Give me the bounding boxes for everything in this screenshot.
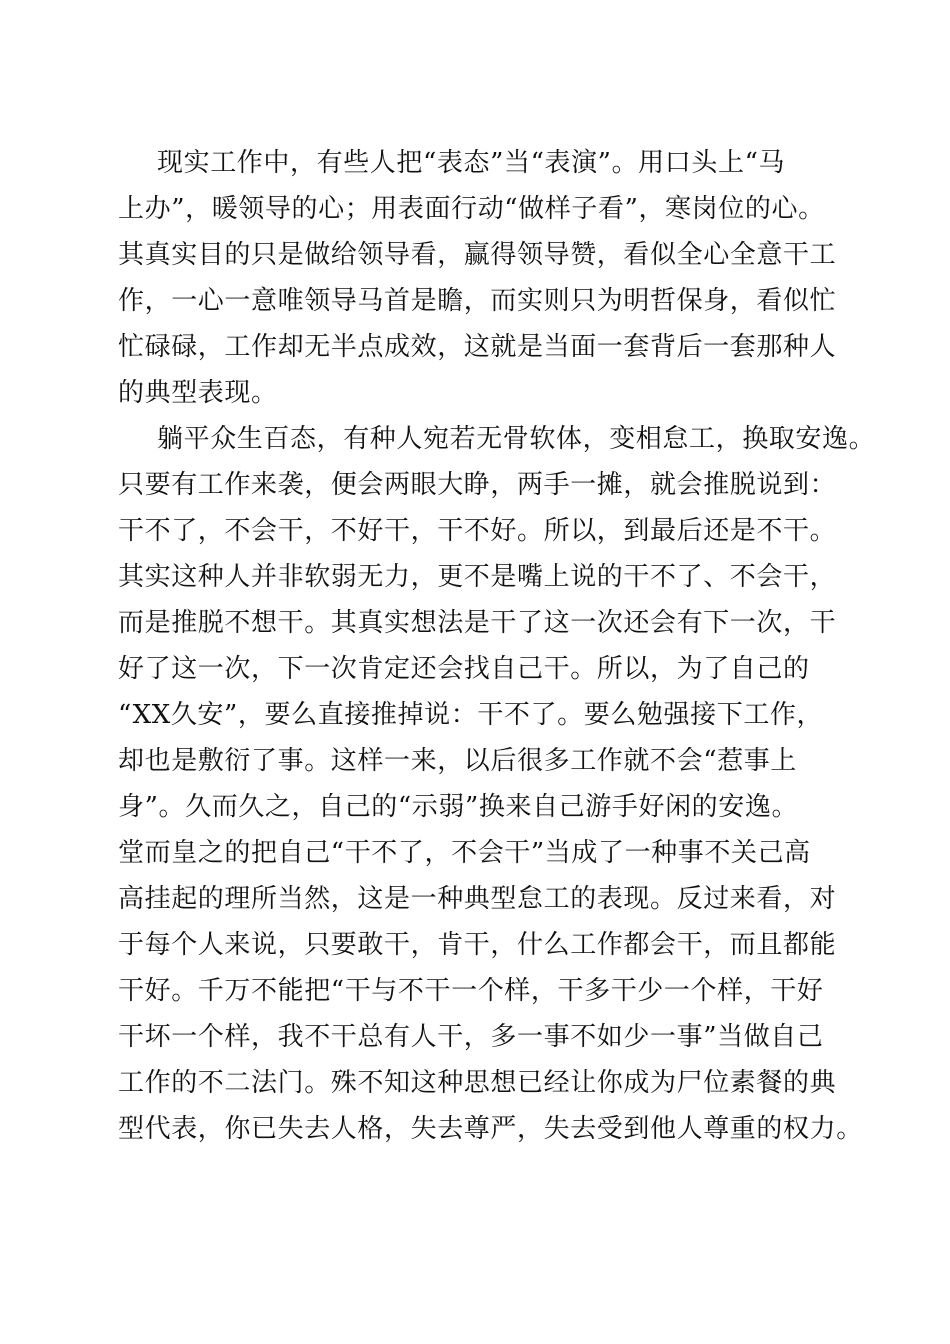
document-body	[118, 140, 876, 1152]
text-line: 干坏一个样，我不干总有人干，多一事不如少一事”当做自己	[118, 1022, 824, 1052]
text-line: 干不了，不会干，不好干，干不好。所以，到最后还是不干。	[118, 516, 837, 546]
text-line: 却也是敷衍了事。这样一来，以后很多工作就不会“惹事上	[118, 746, 797, 776]
text-line: 好了这一次，下一次肯定还会找自己干。所以，为了自己的	[118, 654, 810, 684]
text-line: 只要有工作来袭，便会两眼大睁，两手一摊，就会推脱说到：	[118, 470, 837, 500]
text-line: 其实这种人并非软弱无力，更不是嘴上说的干不了、不会干，	[118, 562, 837, 592]
text-line: 上办”，暖领导的心；用表面行动“做样子看”，寒岗位的心。	[118, 194, 825, 224]
text-line: 的典型表现。	[118, 378, 278, 408]
text-line: 其真实目的只是做给领导看，赢得领导赞，看似全心全意干工	[118, 240, 837, 270]
text-line: 而是推脱不想干。其真实想法是干了这一次还会有下一次，干	[118, 608, 837, 638]
text-line: 于每个人来说，只要敢干，肯干，什么工作都会干，而且都能	[118, 930, 837, 960]
paragraph-1	[118, 140, 837, 416]
text-line: 干好。千万不能把“干与不干一个样，干多干少一个样，干好	[118, 976, 824, 1006]
text-line: “XX久安”，要么直接推掉说：干不了。要么勉强接下工作，	[118, 700, 824, 730]
text-line: 忙碌碌，工作却无半点成效，这就是当面一套背后一套那种人	[118, 332, 837, 362]
text-line: 工作的不二法门。殊不知这种思想已经让你成为尸位素餐的典	[118, 1068, 837, 1098]
text-line: 作，一心一意唯领导马首是瞻，而实则只为明哲保身，看似忙	[118, 286, 837, 316]
text-line: 堂而皇之的把自己“干不了，不会干”当成了一种事不关己高	[118, 838, 811, 868]
text-line: 身”。久而久之，自己的“示弱”换来自己游手好闲的安逸。	[118, 792, 799, 822]
text-line: 型代表，你已失去人格，失去尊严，失去受到他人尊重的权力。	[118, 1114, 863, 1144]
text-line: 躺平众生百态，有种人宛若无骨软体，变相怠工，换取安逸。	[157, 424, 876, 454]
text-line: 高挂起的理所当然，这是一种典型怠工的表现。反过来看，对	[118, 884, 837, 914]
paragraph-2	[118, 416, 876, 1152]
text-line: 现实工作中，有些人把“表态”当“表演”。用口头上“马	[157, 148, 786, 178]
